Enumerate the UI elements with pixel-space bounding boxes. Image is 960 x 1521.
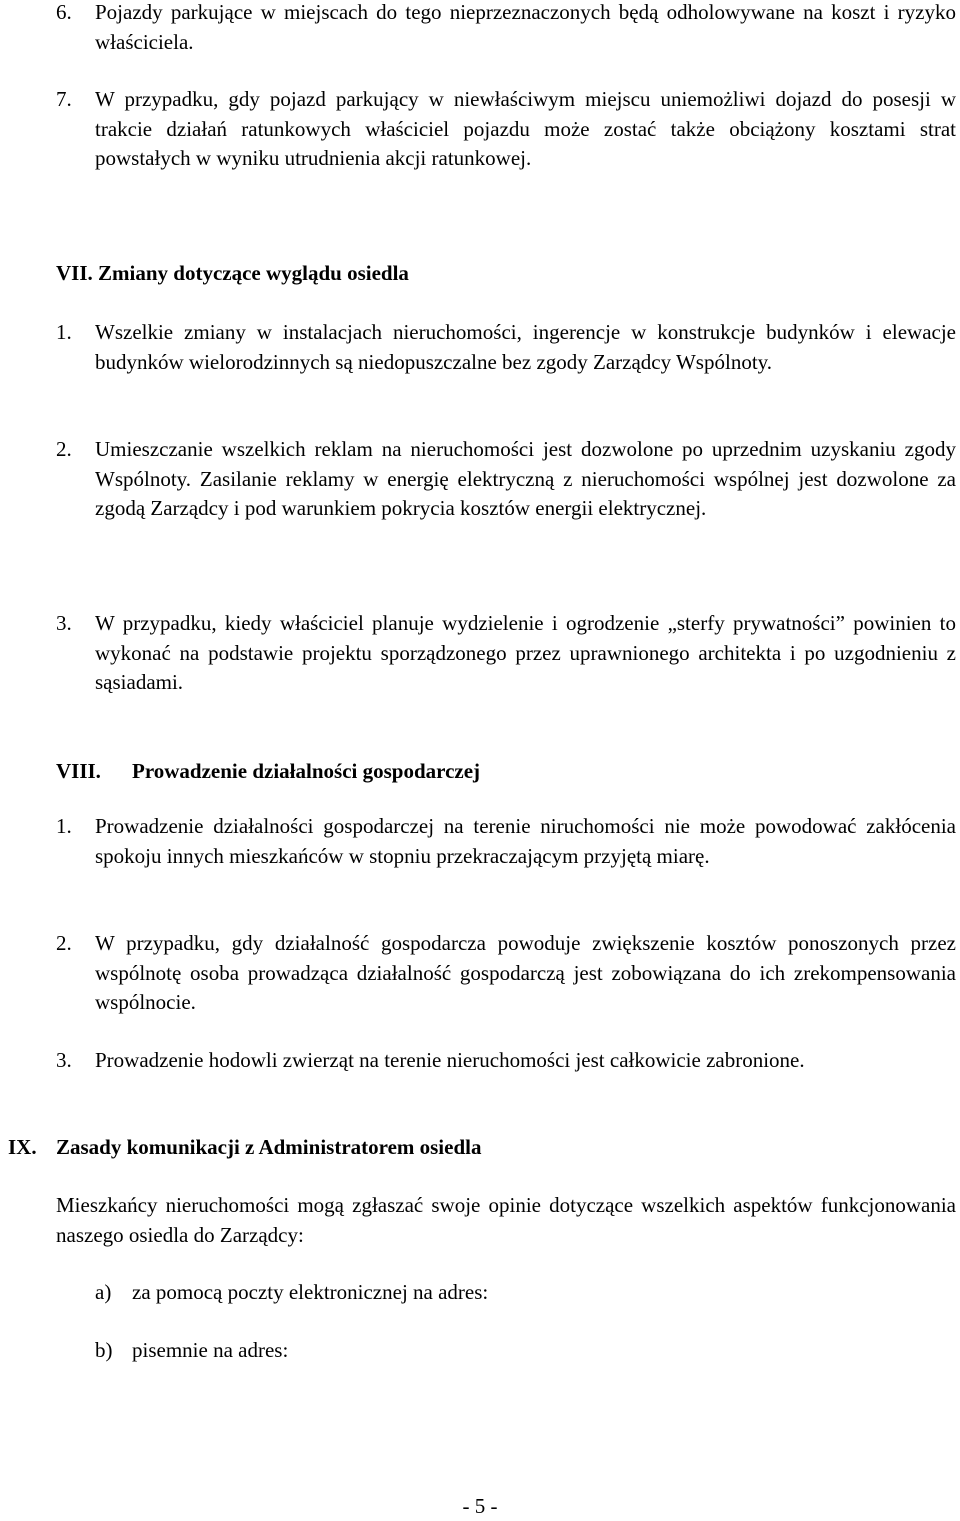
item-number: 7. [56, 87, 72, 111]
option-text: za pomocą poczty elektronicznej na adres: [132, 1280, 489, 1304]
option-letter: a) [95, 1280, 112, 1304]
section-heading [56, 757, 480, 786]
section-title: Prowadzenie działalności gospodarczej [132, 759, 481, 783]
contact-option [95, 1336, 288, 1365]
item-text: W przypadku, kiedy właściciel planuje wydzielenie i ogrodzenie „sterfy prywatności” powinien to wykonać na podstawie projektu sporządzonego przez uprawnionego architekta i po uzgodnieniu z sąsiadami. [95, 611, 956, 694]
section-number: IX. [8, 1135, 37, 1159]
contact-option [95, 1278, 488, 1307]
item-number: 3. [56, 1048, 72, 1072]
item-text: W przypadku, gdy działalność gospodarcza powoduje zwiększenie kosztów ponoszonych przez wspólnotę osoba prowadząca działalność gospodarczą jest zobowiązana do ich zrekompensowania wspólnocie. [95, 931, 956, 1014]
section-heading: VII. Zmiany dotyczące wyglądu osiedla [56, 261, 409, 285]
item-text: W przypadku, gdy pojazd parkujący w niewłaściwym miejscu uniemożliwi dojazd do posesji w trakcie działań ratunkowych właściciel pojazdu może zostać także obciążony kosztami strat powstałych w wyniku utrudnienia akcji ratunkowej. [95, 87, 956, 170]
item-number: 2. [56, 437, 72, 461]
item-text: Wszelkie zmiany w instalacjach nieruchomości, ingerencje w konstrukcje budynków i elewacje budynków wielorodzinnych są niedopuszczalne bez zgody Zarządcy Wspólnoty. [95, 320, 956, 374]
item-number: 1. [56, 320, 72, 344]
page-number: - 5 - [462, 1494, 498, 1518]
item-text: Pojazdy parkujące w miejscach do tego nieprzeznaczonych będą odholowywane na koszt i ryzyko właściciela. [95, 0, 956, 54]
section-title: Zasady komunikacji z Administratorem osiedla [56, 1135, 482, 1159]
section-number: VIII. [56, 759, 101, 783]
item-number: 1. [56, 814, 72, 838]
intro-paragraph: Mieszkańcy nieruchomości mogą zgłaszać swoje opinie dotyczące wszelkich aspektów funkcjonowania naszego osiedla do Zarządcy: [56, 1193, 956, 1247]
option-letter: b) [95, 1338, 113, 1362]
item-text: Prowadzenie działalności gospodarczej na terenie niruchomości nie może powodować zakłócenia spokoju innych mieszkańców w stopniu przekraczającym przyjętą miarę. [95, 814, 956, 868]
option-text: pisemnie na adres: [132, 1338, 289, 1362]
item-number: 2. [56, 931, 72, 955]
item-number: 3. [56, 611, 72, 635]
section-heading [8, 1133, 481, 1162]
item-number: 6. [56, 0, 72, 24]
item-text: Umieszczanie wszelkich reklam na nieruchomości jest dozwolone po uprzednim uzyskaniu zgody Wspólnoty. Zasilanie reklamy w energię elektryczną z nieruchomości wspólnej jest dozwolone za zgodą Zarządcy i pod warunkiem pokrycia kosztów energii elektrycznej. [95, 437, 956, 520]
item-text: Prowadzenie hodowli zwierząt na terenie nieruchomości jest całkowicie zabronione. [95, 1048, 805, 1072]
